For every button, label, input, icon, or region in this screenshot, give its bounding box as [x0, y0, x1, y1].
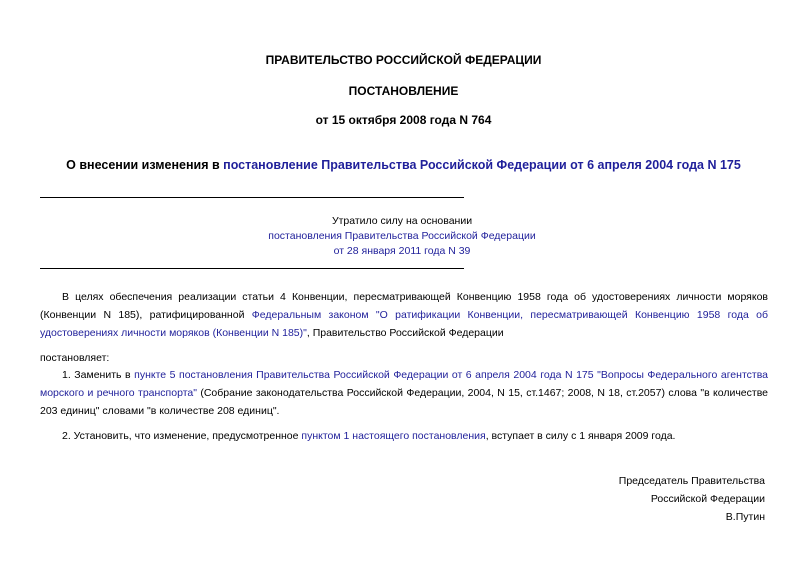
item-2-link[interactable]: пунктом 1 настоящего постановления: [301, 430, 486, 442]
repeal-link-line2[interactable]: от 28 января 2011 года N 39: [333, 245, 471, 257]
divider-bottom: [40, 268, 464, 269]
decree-word: постановляет:: [40, 352, 110, 364]
divider-top: [40, 197, 464, 198]
header-doc-type: ПОСТАНОВЛЕНИЕ: [348, 84, 459, 98]
item-1-suffix: (Собрание законодательства Российской Федерации, 2004, N 15, ст.1467; 2008, N 18, ст.2057) слова "в количестве 203 единиц" словами "в количестве 208 единиц".: [40, 387, 769, 417]
header-date-number: от 15 октября 2008 года N 764: [315, 113, 492, 127]
repeal-notice: [40, 214, 764, 259]
title-prefix: О внесении изменения в: [66, 158, 224, 172]
preamble-text: В целях обеспечения реализации статьи 4 Конвенции, пересматривающей Конвенцию 1958 года об удостоверениях личности моряков (Конвенции N 185), ратифицированной: [40, 291, 768, 321]
signature-title: Председатель Правительства: [618, 475, 765, 487]
document-title: [0, 158, 807, 172]
item-1-link[interactable]: пункте 5 постановления Правительства Российской Федерации от 6 апреля 2004 года N 175 "Вопросы Федерального агентства морского и речного транспорта": [40, 369, 768, 399]
repeal-link-line1[interactable]: постановления Правительства Российской Федерации: [268, 230, 536, 242]
item-1-prefix: 1. Заменить в: [62, 369, 135, 381]
preamble-paragraph: [40, 288, 768, 342]
repeal-notice-text: Утратило силу на основании: [331, 215, 473, 227]
item-2: [40, 427, 768, 445]
item-1: [40, 366, 768, 420]
item-2-prefix: 2. Установить, что изменение, предусмотренное: [62, 430, 302, 442]
signature-block: [619, 472, 765, 526]
preamble-text-end: , Правительство Российской Федерации: [306, 327, 504, 339]
title-link[interactable]: постановление Правительства Российской Федерации от 6 апреля 2004 года N 175: [223, 158, 741, 172]
federal-law-link[interactable]: Федеральным законом "О ратификации Конвенции, пересматривающей Конвенцию 1958 года об удостоверениях личности моряков (Конвенции N 185)": [40, 309, 768, 339]
item-2-suffix: , вступает в силу с 1 января 2009 года.: [485, 430, 676, 442]
signature-org: Российской Федерации: [650, 493, 765, 505]
signature-name: В.Путин: [725, 511, 765, 523]
header-org: ПРАВИТЕЛЬСТВО РОССИЙСКОЙ ФЕДЕРАЦИИ: [265, 53, 542, 67]
